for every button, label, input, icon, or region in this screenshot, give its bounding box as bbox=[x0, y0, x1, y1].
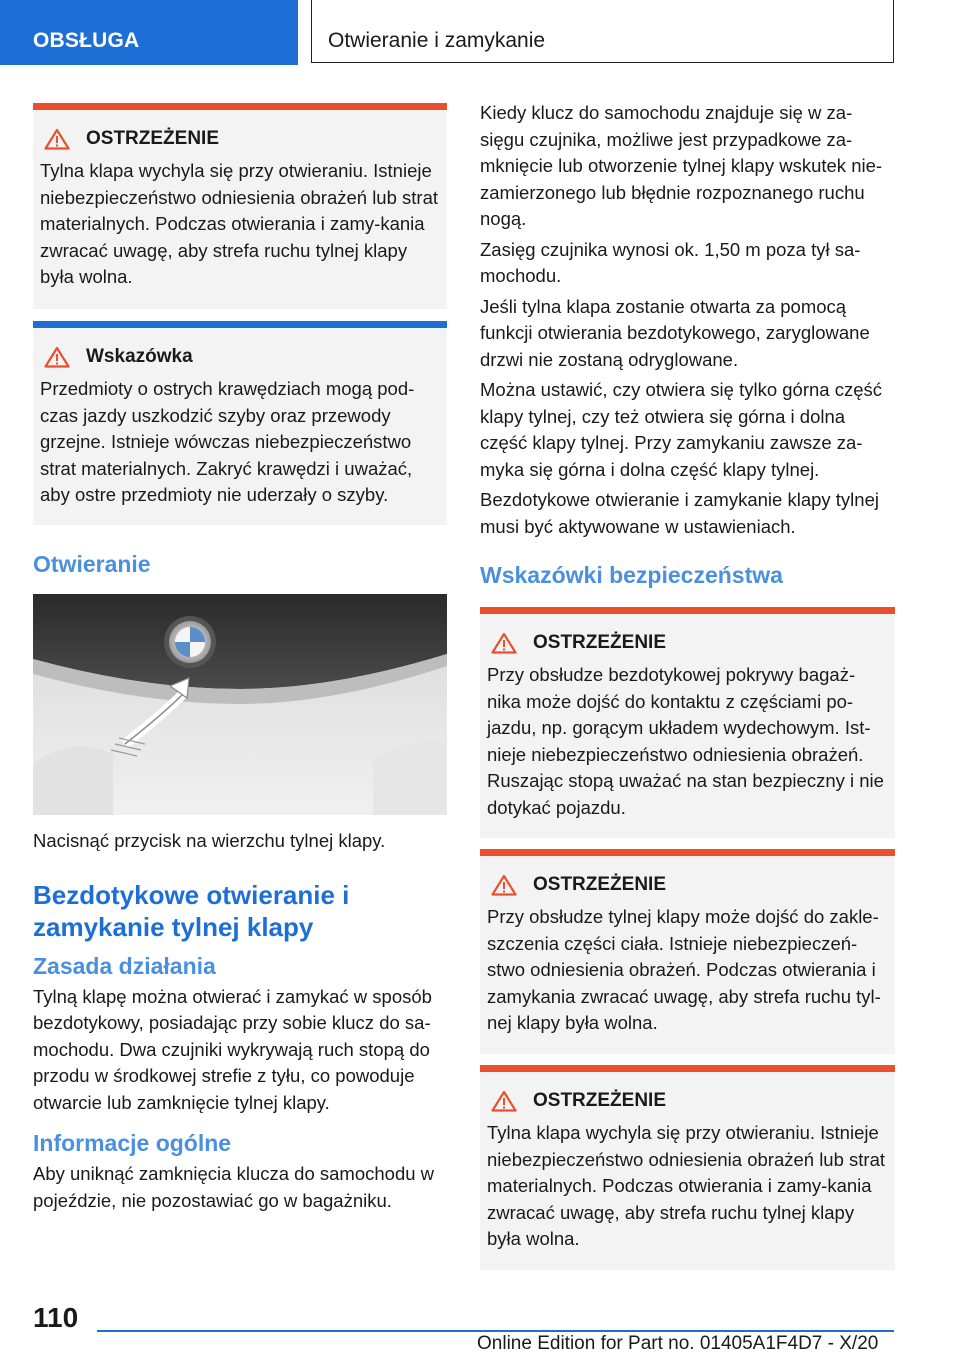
warning-title bbox=[491, 1090, 888, 1112]
note-title-text: Wskazówka bbox=[86, 346, 193, 367]
paragraph: Jeśli tylna klapa zostanie otwarta za pomocą funkcji otwierania bezdotykowego, zaryglowane drzwi nie zostaną odryglowane. bbox=[480, 295, 870, 370]
heading-principle: Zasada działania bbox=[33, 952, 216, 979]
paragraph: Zasięg czujnika wynosi ok. 1,50 m poza tył sa‐mochodu. bbox=[480, 238, 861, 286]
warning-title bbox=[491, 874, 888, 896]
warning-box bbox=[480, 849, 895, 1054]
tailgate-button-photo bbox=[33, 594, 447, 815]
warning-box bbox=[480, 1065, 895, 1270]
warning-triangle-icon bbox=[491, 1090, 517, 1112]
warning-triangle-icon bbox=[44, 128, 70, 150]
warning-title bbox=[44, 128, 440, 150]
right-column bbox=[480, 100, 895, 1270]
warning-triangle-icon bbox=[491, 874, 517, 896]
chapter-header bbox=[311, 0, 894, 63]
warning-text: Przy obsłudze tylnej klapy może dojść do zakle‐szczenia części ciała. Istnieje niebezpieczeń‐stwo odniesienia obrażeń. Podczas otwierania i zamykania zwracać uwagę, aby strefa ruchu tyl‐nej klapy była wolna. bbox=[487, 906, 881, 1033]
note-text: Przedmioty o ostrych krawędziach mogą pod‐czas jazdy uszkodzić szyby oraz przewody grzejne. Istnieje wówczas niebezpieczeństwo strat materialnych. Zakryć krawędzi i uważać, aby ostre przedmioty nie uderzały o szyby. bbox=[40, 378, 415, 505]
section-title: OBSŁUGA bbox=[33, 29, 140, 52]
note-title bbox=[44, 346, 440, 368]
warning-text: Tylna klapa wychyla się przy otwieraniu. Istnieje niebezpieczeństwo odniesienia obrażeń lub strat materialnych. Podczas otwierania i zamy‐kania zwracać uwagę, aby strefa ruchu tylnej klapy była wolna. bbox=[40, 160, 439, 287]
paragraph: Można ustawić, czy otwiera się tylko górna część klapy tylnej, czy też otwiera się górna i dolna część klapy tylnej. Przy zamykaniu zawsze za‐myka się górna i dolna część klapy tylnej. bbox=[480, 379, 883, 480]
paragraph: Kiedy klucz do samochodu znajduje się w za‐sięgu czujnika, możliwe jest przypadkowe za‐mknięcie lub otworzenie tylnej klapy wskutek nie‐zamierzonego lub błędnie rozpoznanego ruchu nogą. bbox=[480, 102, 883, 229]
section-tab bbox=[0, 0, 298, 65]
heading-general: Informacje ogólne bbox=[33, 1130, 232, 1156]
photo-caption: Nacisnąć przycisk na wierzchu tylnej klapy. bbox=[33, 830, 386, 851]
warning-triangle-icon bbox=[44, 346, 70, 368]
warning-box bbox=[480, 607, 895, 838]
warning-title bbox=[491, 632, 888, 654]
warning-triangle-icon bbox=[491, 632, 517, 654]
heading-safety: Wskazówki bezpieczeństwa bbox=[480, 562, 783, 588]
warning-title-text: OSTRZEŻENIE bbox=[533, 1090, 667, 1111]
warning-title-text: OSTRZEŻENIE bbox=[533, 632, 667, 653]
paragraph: Bezdotykowe otwieranie i zamykanie klapy tylnej musi być aktywowane w ustawieniach. bbox=[480, 489, 879, 537]
warning-title-text: OSTRZEŻENIE bbox=[86, 128, 220, 149]
heading-opening: Otwieranie bbox=[33, 551, 151, 577]
warning-title-text: OSTRZEŻENIE bbox=[533, 874, 667, 895]
footer-divider bbox=[97, 1330, 894, 1332]
warning-box bbox=[33, 103, 447, 309]
edition-note: Online Edition for Part no. 01405A1F4D7 - X/20 bbox=[477, 1333, 879, 1354]
note-box bbox=[33, 321, 447, 525]
warning-text: Przy obsłudze bezdotykowej pokrywy bagaż‐nika może dojść do kontaktu z częściami po‐jazdu, np. gorącym układem wydechowym. Ist‐nieje niebezpieczeństwo odniesienia obrażeń. Ruszając stopą uważać na stan bezpieczny i nie dotykać pojazdu. bbox=[487, 664, 884, 818]
warning-text: Tylna klapa wychyla się przy otwieraniu. Istnieje niebezpieczeństwo odniesienia obrażeń lub strat materialnych. Podczas otwierania i zamy‐kania zwracać uwagę, aby strefa ruchu tylnej klapy była wolna. bbox=[487, 1122, 886, 1249]
heading-handsfree: Bezdotykowe otwieranie i zamykanie tylnej klapy bbox=[33, 879, 350, 942]
principle-text: Tylną klapę można otwierać i zamykać w sposób bezdotykowy, posiadając przy sobie klucz do sa‐mochodu. Dwa czujniki wykrywają ruch stopą do przodu w środkowej strefie z tyłu, co powoduje otwarcie lub zamknięcie tylnej klapy. bbox=[33, 985, 432, 1113]
chapter-title: Otwieranie i zamykanie bbox=[328, 29, 546, 52]
general-text: Aby uniknąć zamknięcia klucza do samochodu w pojeździe, nie pozostawiać go w bagażniku. bbox=[33, 1163, 435, 1211]
left-column bbox=[33, 103, 447, 1214]
page-number: 110 bbox=[33, 1302, 79, 1333]
